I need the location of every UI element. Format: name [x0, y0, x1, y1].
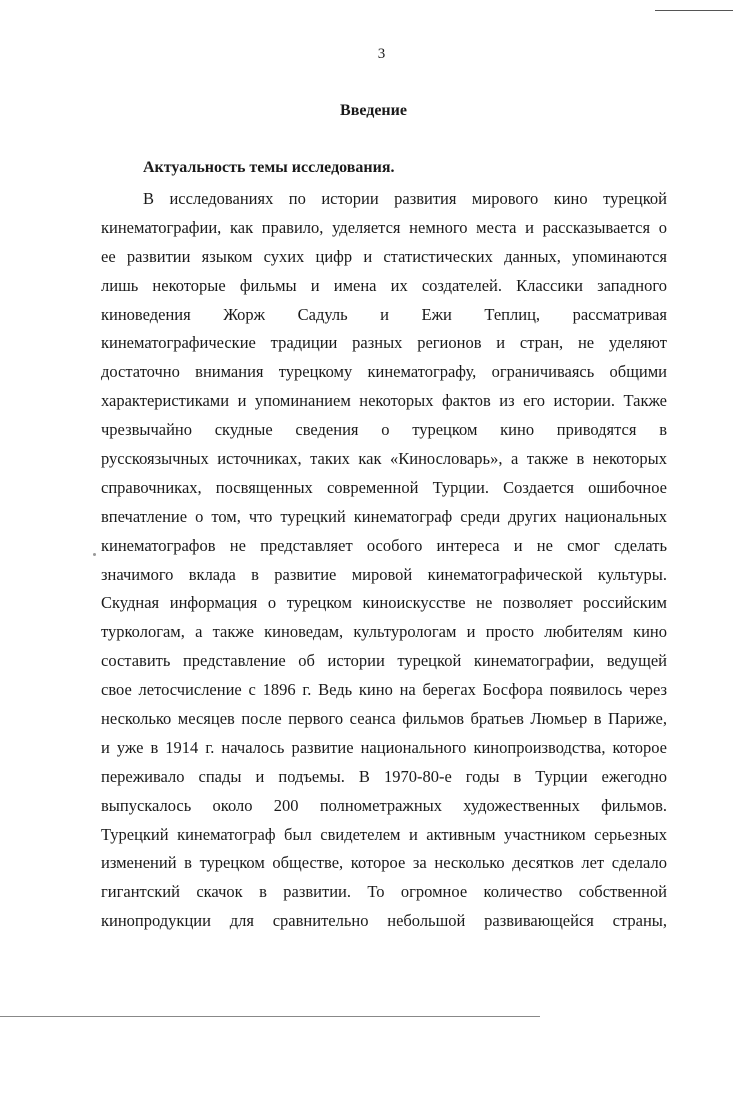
text-line: туркологам, а также киноведам, культурологам и просто любителям кино — [101, 622, 667, 642]
text-line: кинопродукции для сравнительно небольшой развивающейся страны, — [101, 911, 667, 931]
text-line: составить представление об истории турецкой кинематографии, ведущей — [101, 651, 667, 671]
text-line: значимого вклада в развитие мировой кинематографической культуры. — [101, 564, 667, 584]
text-line: несколько месяцев после первого сеанса фильмов братьев Люмьер в Париже, — [101, 709, 667, 729]
text-line: В исследованиях по истории развития мирового кино турецкой — [143, 189, 667, 208]
text-line: гигантский скачок в развитии. То огромное количество собственной — [101, 882, 667, 902]
page-number: 3 — [377, 46, 386, 62]
text-line: характеристиками и упоминанием некоторых фактов из его истории. Также — [101, 391, 667, 411]
text-line: чрезвычайно скудные сведения о турецком кино приводятся в — [101, 420, 667, 440]
section-title: Введение — [340, 102, 407, 119]
body-paragraph — [101, 185, 667, 936]
text-line: Скудная информация о турецком киноискусстве не позволяет российским — [101, 593, 667, 613]
text-line: и уже в 1914 г. началось развитие национального кинопроизводства, которое — [101, 737, 667, 757]
scan-edge-line-top — [655, 10, 733, 11]
scan-speck — [93, 553, 96, 556]
text-line: киноведения Жорж Садуль и Ежи Теплиц, рассматривая — [101, 304, 667, 324]
text-line: переживало спады и подъемы. В 1970-80-е годы в Турции ежегодно — [101, 766, 667, 786]
text-line: кинематографов не представляет особого интереса и не смог сделать — [101, 535, 667, 555]
text-line: кинематографические традиции разных регионов и стран, не уделяют — [101, 333, 667, 353]
text-line: ее развитии языком сухих цифр и статистических данных, упоминаются — [101, 246, 667, 266]
text-line: лишь некоторые фильмы и имена их создателей. Классики западного — [101, 275, 667, 295]
text-line: справочниках, посвященных современной Турции. Создается ошибочное — [101, 477, 667, 497]
text-line: впечатление о том, что турецкий кинематограф среди других национальных — [101, 506, 667, 526]
subsection-title: Актуальность темы исследования. — [143, 159, 395, 176]
text-line: выпускалось около 200 полнометражных художественных фильмов. — [101, 795, 667, 815]
text-line: изменений в турецком обществе, которое за несколько десятков лет сделало — [101, 853, 667, 873]
text-line: свое летосчисление с 1896 г. Ведь кино на берегах Босфора появилось через — [101, 680, 667, 700]
text-line: достаточно внимания турецкому кинематографу, ограничиваясь общими — [101, 362, 667, 382]
text-line: русскоязычных источниках, таких как «Кинословарь», а также в некоторых — [101, 449, 667, 469]
scan-edge-line-bottom — [0, 1016, 540, 1017]
text-line: Турецкий кинематограф был свидетелем и активным участником серьезных — [101, 824, 667, 844]
text-line: кинематографии, как правило, уделяется немного места и рассказывается о — [101, 217, 667, 237]
